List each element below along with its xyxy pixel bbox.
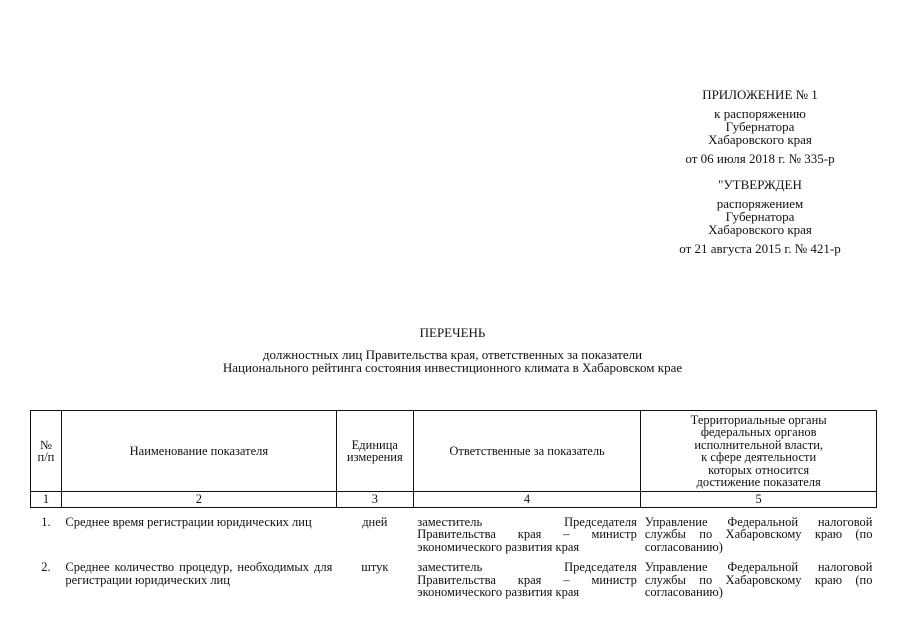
row-unit: дней — [362, 514, 388, 529]
row-territorial: Управление Федеральной налоговой службы по Хабаровскому краю (по согласованию) — [644, 560, 873, 599]
indicators-table — [30, 410, 877, 599]
row-responsible: заместитель Председателя Правительства края – министр экономического развития края — [417, 560, 637, 599]
header-unit: Единица измерения — [336, 411, 413, 492]
row-indicator-name: Среднее количество процедур, необходимых для регистрации юридических лиц — [65, 560, 333, 587]
approved-line: распоряжением — [716, 196, 804, 211]
row-number: 1. — [41, 514, 51, 529]
column-number: 3 — [336, 492, 413, 508]
column-number: 5 — [641, 492, 877, 508]
row-number: 2. — [41, 560, 51, 574]
table-header-row — [31, 411, 877, 492]
column-number: 1 — [31, 492, 62, 508]
column-number: 4 — [413, 492, 641, 508]
approved-line: Хабаровского края — [708, 222, 812, 237]
header-territorial: Территориальные органы федеральных органов исполнительной власти, к сфере деятельности которых относится достижение показателя — [641, 411, 877, 492]
row-indicator-name: Среднее время регистрации юридических лиц — [65, 514, 312, 529]
approved-title: "УТВЕРЖДЕН — [718, 177, 802, 192]
approved-block — [640, 178, 880, 255]
document-title-main: ПЕРЕЧЕНЬ — [419, 325, 486, 340]
column-number-row — [31, 492, 877, 508]
appendix-date: от 06 июля 2018 г. № 335-р — [685, 151, 835, 166]
document-title — [0, 326, 905, 374]
appendix-line: к распоряжению — [714, 106, 806, 121]
row-responsible: заместитель Председателя Правительства края – министр экономического развития края — [417, 514, 637, 554]
row-unit: штук — [361, 560, 389, 574]
header-name: Наименование показателя — [61, 411, 336, 492]
document-subtitle-line: должностных лиц Правительства края, ответственных за показатели — [262, 347, 643, 362]
appendix-line: Губернатора — [725, 119, 795, 134]
appendix-title: ПРИЛОЖЕНИЕ № 1 — [702, 87, 818, 102]
row-territorial: Управление Федеральной налоговой службы по Хабаровскому краю (по согласованию) — [644, 514, 873, 554]
table-row — [31, 507, 877, 553]
header-num: № п/п — [31, 411, 62, 492]
document-subtitle-line: Национального рейтинга состояния инвестиционного климата в Хабаровском крае — [222, 360, 683, 375]
table-row — [31, 553, 877, 599]
appendix-line: Хабаровского края — [708, 132, 812, 147]
appendix-block — [640, 88, 880, 165]
approved-date: от 21 августа 2015 г. № 421-р — [679, 241, 841, 256]
header-responsible: Ответственные за показатель — [413, 411, 641, 492]
column-number: 2 — [61, 492, 336, 508]
approved-line: Губернатора — [725, 209, 795, 224]
